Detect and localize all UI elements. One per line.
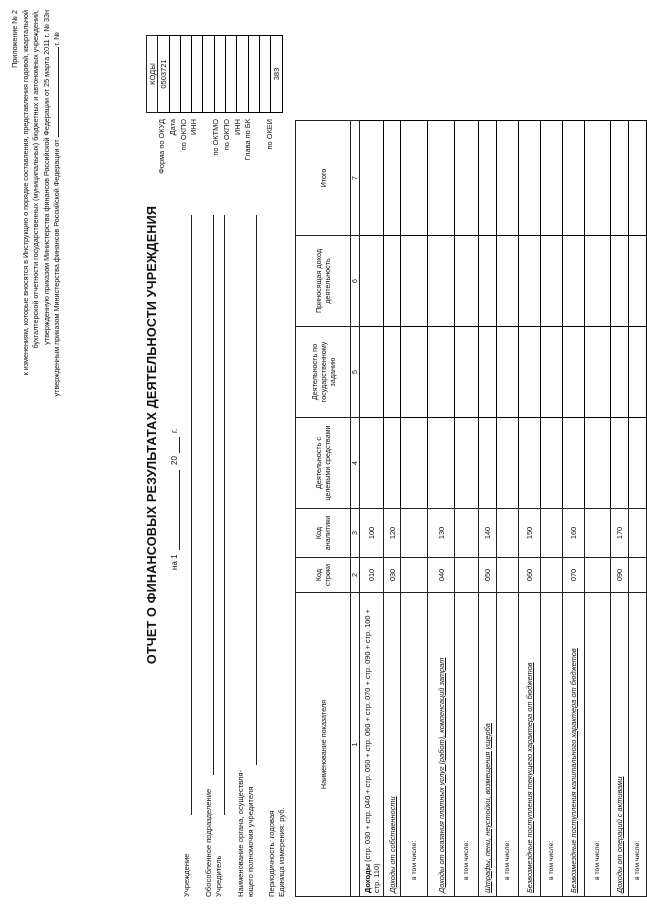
row-subtitle: в том числе: <box>541 593 563 897</box>
col-num-5: 5 <box>351 327 360 418</box>
col-num-7: 7 <box>351 121 360 236</box>
table-row <box>479 121 497 897</box>
financial-results-table <box>295 120 647 897</box>
cell-target[interactable] <box>585 418 611 509</box>
codes-header: КОДЫ <box>147 36 158 113</box>
cell-income[interactable] <box>629 236 647 327</box>
cell-total[interactable] <box>541 121 563 236</box>
cell-state[interactable] <box>384 327 401 418</box>
cell-total[interactable] <box>585 121 611 236</box>
table-row <box>401 121 428 897</box>
row-code: 060 <box>519 558 541 593</box>
field-subdivision-line[interactable] <box>213 215 214 775</box>
cell-target[interactable] <box>497 418 519 509</box>
label-okei: по ОКЕИ <box>264 119 274 150</box>
appendix-line-3: утвержденную приказом Министерства финансов Российской Федерации от 25 марта 2011 г. № 33н <box>41 10 51 345</box>
row-analytics: 170 <box>611 509 629 558</box>
cell-state[interactable] <box>497 327 519 418</box>
code-okei: 383 <box>271 36 282 113</box>
cell-income[interactable] <box>384 236 401 327</box>
table-row <box>455 121 479 897</box>
row-name: Безвозмездные поступления текущего характера от бюджетов <box>519 593 541 897</box>
row-code: 070 <box>563 558 585 593</box>
label-oktmo: по ОКТМО <box>210 119 220 156</box>
field-institution-line[interactable] <box>191 215 192 815</box>
row-analytics: 140 <box>479 509 497 558</box>
row-subtitle: в том числе: <box>455 593 479 897</box>
cell-income[interactable] <box>428 236 455 327</box>
cell-total[interactable] <box>629 121 647 236</box>
cell-state[interactable] <box>455 327 479 418</box>
row-name: Доходы (стр. 030 + стр. 040 + стр. 050 + стр. 060 + стр. 070 + стр. 090 + стр. 100 + стр. 110) <box>360 593 384 897</box>
codes-table <box>146 35 283 113</box>
cell-income[interactable] <box>497 236 519 327</box>
row-code: 010 <box>360 558 384 593</box>
table-row <box>519 121 541 897</box>
cell-target[interactable] <box>611 418 629 509</box>
table-row <box>585 121 611 897</box>
cell-state[interactable] <box>541 327 563 418</box>
cell-state[interactable] <box>629 327 647 418</box>
cell-target[interactable] <box>360 418 384 509</box>
col-num-1: 1 <box>351 593 360 897</box>
header-target-funds: Деятельность с целевыми средствами <box>296 418 351 509</box>
col-num-2: 2 <box>351 558 360 593</box>
row-code: 030 <box>384 558 401 593</box>
cell-income[interactable] <box>360 236 384 327</box>
field-unit: Единица измерения: руб. <box>277 807 286 897</box>
header-analytics-code: Код аналитики <box>296 509 351 558</box>
row-analytics: 130 <box>428 509 455 558</box>
row-analytics: 150 <box>519 509 541 558</box>
header-line-code: Код строки <box>296 558 351 593</box>
cell-target[interactable] <box>455 418 479 509</box>
appendix-number: Приложение № 2 <box>10 10 19 68</box>
row-analytics: 160 <box>563 509 585 558</box>
period-date-line <box>179 470 180 550</box>
label-inn: ИНН <box>189 119 199 135</box>
cell-state[interactable] <box>428 327 455 418</box>
period-year-line <box>179 437 180 453</box>
field-authority-label-2: ющего полномочия учредителя <box>246 786 255 897</box>
cell-state[interactable] <box>563 327 585 418</box>
cell-state[interactable] <box>611 327 629 418</box>
row-name: Доходы от оказания платных услуг (работ), компенсаций затрат <box>428 593 455 897</box>
table-row <box>384 121 401 897</box>
label-inn-2: ИНН <box>232 119 242 135</box>
appendix-line-4: утвержденным приказом Министерства финансов Российской Федерации от г. № <box>52 32 62 397</box>
cell-total[interactable] <box>563 121 585 236</box>
table-row <box>563 121 585 897</box>
code-inn-2 <box>237 36 248 113</box>
appendix-line-2: бухгалтерской отчетности государственных (муниципальных) бюджетных и автономных учреждений, <box>31 10 41 349</box>
field-authority-line[interactable] <box>256 215 257 765</box>
appendix-line-1: к изменениям, которые вносятся в Инструкцию о порядке составления, представления годовой, квартальной <box>20 10 30 376</box>
cell-income[interactable] <box>611 236 629 327</box>
row-name: Безвозмездные поступления капитального характера от бюджетов <box>563 593 585 897</box>
code-inn <box>192 36 203 113</box>
row-code: 050 <box>479 558 497 593</box>
row-name: Штрафы, пени, неустойки, возмещения ущерба <box>479 593 497 897</box>
field-founder-line[interactable] <box>224 215 225 815</box>
cell-income[interactable] <box>519 236 541 327</box>
header-total: Итого <box>296 121 351 236</box>
table-row <box>497 121 519 897</box>
row-subtitle: в том числе: <box>401 593 428 897</box>
table-row <box>629 121 647 897</box>
field-subdivision-label: Обособленное подразделение <box>204 788 213 897</box>
col-num-6: 6 <box>351 236 360 327</box>
label-bk: Глава по БК <box>243 119 253 161</box>
table-header-row <box>296 121 351 897</box>
col-num-3: 3 <box>351 509 360 558</box>
field-founder-label: Учредитель <box>214 855 223 897</box>
cell-income[interactable] <box>401 236 428 327</box>
cell-target[interactable] <box>401 418 428 509</box>
cell-state[interactable] <box>401 327 428 418</box>
cell-target[interactable] <box>479 418 497 509</box>
cell-total[interactable] <box>479 121 497 236</box>
code-okpo <box>180 36 191 113</box>
code-blank-2 <box>259 36 270 113</box>
cell-target[interactable] <box>519 418 541 509</box>
cell-target[interactable] <box>629 418 647 509</box>
row-code: 090 <box>611 558 629 593</box>
field-periodicity: Периодичность: годовая <box>267 810 276 897</box>
cell-total[interactable] <box>384 121 401 236</box>
code-okpo-2 <box>226 36 237 113</box>
label-okud: Форма по ОКУД <box>157 119 166 174</box>
label-okpo-2: по ОКПО <box>221 119 231 151</box>
cell-total[interactable] <box>519 121 541 236</box>
row-subtitle: в том числе: <box>585 593 611 897</box>
period-year: 20 <box>170 456 179 465</box>
cell-target[interactable] <box>384 418 401 509</box>
table-row <box>360 121 384 897</box>
header-indicator-name: Наименование показателя <box>296 593 351 897</box>
code-date <box>169 36 180 113</box>
row-analytics: 120 <box>384 509 401 558</box>
table-row <box>611 121 629 897</box>
code-bk <box>248 36 259 113</box>
cell-state[interactable] <box>360 327 384 418</box>
cell-total[interactable] <box>360 121 384 236</box>
table-row <box>428 121 455 897</box>
row-name: Доходы от операций с активами <box>611 593 629 897</box>
cell-total[interactable] <box>428 121 455 236</box>
code-oktmo <box>214 36 225 113</box>
row-name: Доходы от собственности <box>384 593 401 897</box>
header-state-assignment: Деятельность по государственному заданию <box>296 327 351 418</box>
cell-state[interactable] <box>519 327 541 418</box>
field-institution-label: Учреждение <box>182 853 191 897</box>
row-analytics: 100 <box>360 509 384 558</box>
label-okpo: по ОКПО <box>178 119 188 151</box>
cell-income[interactable] <box>479 236 497 327</box>
cell-total[interactable] <box>497 121 519 236</box>
col-num-4: 4 <box>351 418 360 509</box>
cell-total[interactable] <box>455 121 479 236</box>
header-income-activity: Приносящая доход деятельность <box>296 236 351 327</box>
label-date: Дата <box>167 119 177 136</box>
appendix-note <box>10 10 63 730</box>
row-subtitle: в том числе: <box>497 593 519 897</box>
cell-income[interactable] <box>585 236 611 327</box>
cell-income[interactable] <box>563 236 585 327</box>
cell-target[interactable] <box>563 418 585 509</box>
cell-total[interactable] <box>611 121 629 236</box>
code-blank-1 <box>203 36 214 113</box>
period-suffix: г. <box>170 428 179 433</box>
cell-target[interactable] <box>428 418 455 509</box>
cell-state[interactable] <box>585 327 611 418</box>
code-okud: 0503721 <box>158 36 169 113</box>
field-authority-label-1: Наименование органа, осуществля- <box>236 769 245 897</box>
codes-labels <box>157 119 276 215</box>
row-code: 040 <box>428 558 455 593</box>
row-subtitle: в том числе: <box>629 593 647 897</box>
cell-income[interactable] <box>541 236 563 327</box>
cell-target[interactable] <box>541 418 563 509</box>
cell-state[interactable] <box>479 327 497 418</box>
period-prefix: на 1 <box>170 554 179 570</box>
table-row <box>541 121 563 897</box>
column-number-row <box>351 121 360 897</box>
cell-total[interactable] <box>401 121 428 236</box>
cell-income[interactable] <box>455 236 479 327</box>
page-title: ОТЧЕТ О ФИНАНСОВЫХ РЕЗУЛЬТАТАХ ДЕЯТЕЛЬНОСТИ УЧРЕЖДЕНИЯ <box>145 205 159 665</box>
